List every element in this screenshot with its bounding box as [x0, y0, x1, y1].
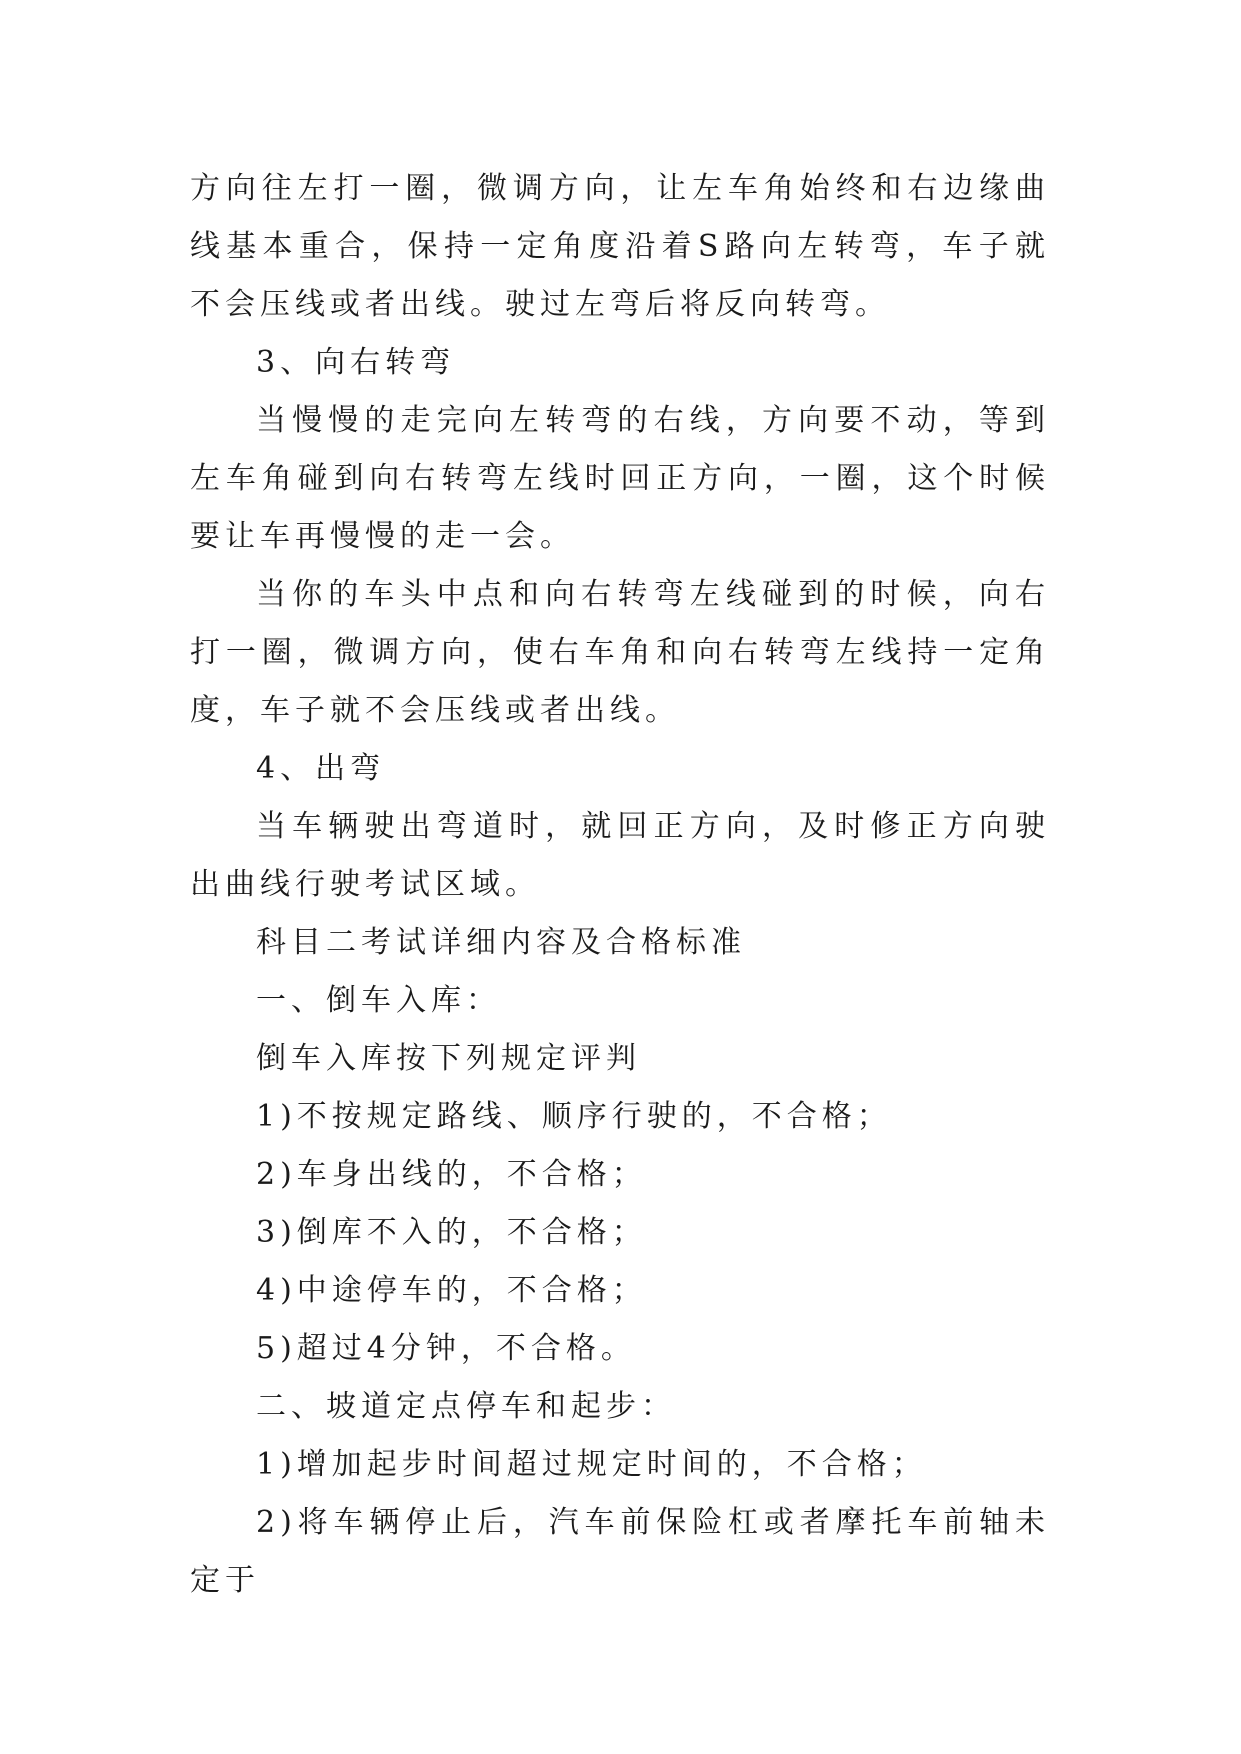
list-item: 2)将车辆停止后，汽车前保险杠或者摩托车前轴未定于 [190, 1505, 1050, 1598]
list-item: 1)增加起步时间超过规定时间的，不合格； [256, 1447, 927, 1482]
section-heading-hill-start: 二、坡道定点停车和起步： [256, 1389, 676, 1424]
list-item: 5)超过4分钟，不合格。 [256, 1331, 636, 1366]
heading-turn-right: 3、向右转弯 [256, 345, 456, 380]
paragraph: 当车辆驶出弯道时，就回正方向，及时修正方向驶出曲线行驶考试区域。 [190, 809, 1050, 902]
list-item: 4)中途停车的，不合格； [256, 1273, 647, 1308]
paragraph-continuation: 方向往左打一圈，微调方向，让左车角始终和右边缘曲线基本重合，保持一定角度沿着S路向左转弯，车子就不会压线或者出线。驶过左弯后将反向转弯。 [190, 171, 1050, 322]
list-item: 1)不按规定路线、顺序行驶的，不合格； [256, 1099, 892, 1134]
document-body [190, 160, 1050, 1610]
paragraph: 倒车入库按下列规定评判 [256, 1041, 641, 1076]
paragraph: 当慢慢的走完向左转弯的右线，方向要不动，等到左车角碰到向右转弯左线时回正方向，一圈，这个时候要让车再慢慢的走一会。 [190, 403, 1050, 554]
paragraph: 当你的车头中点和向右转弯左线碰到的时候，向右打一圈，微调方向，使右车角和向右转弯左线持一定角度，车子就不会压线或者出线。 [190, 577, 1050, 728]
section-heading-reverse-parking: 一、倒车入库： [256, 983, 501, 1018]
list-item: 3)倒库不入的，不合格； [256, 1215, 647, 1250]
heading-exit-curve: 4、出弯 [256, 751, 386, 786]
list-item: 2)车身出线的，不合格； [256, 1157, 647, 1192]
section-title: 科目二考试详细内容及合格标准 [256, 925, 746, 960]
